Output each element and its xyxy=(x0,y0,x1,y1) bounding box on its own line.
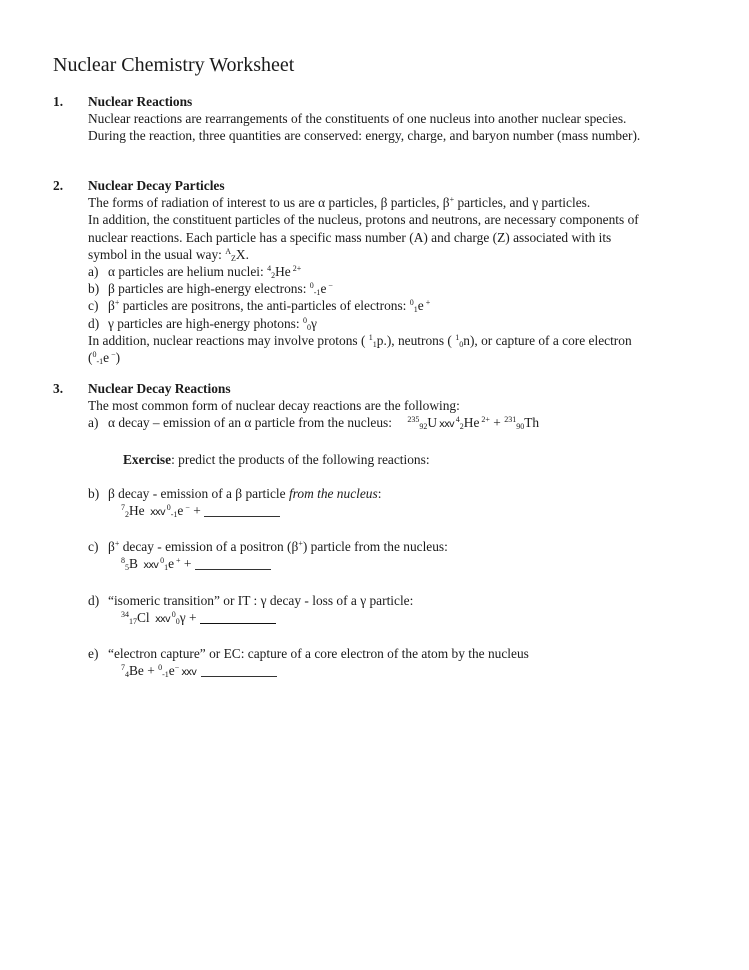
charge: − xyxy=(109,350,116,360)
mass-number: 7 xyxy=(121,503,125,513)
atomic-number: -1 xyxy=(96,357,104,367)
text: decay - emission of a positron (β xyxy=(119,539,299,555)
item-label: d) xyxy=(88,315,100,331)
paragraph-line: Nuclear reactions are rearrangements of the constituents of one nucleus into another nuclear species. xyxy=(88,111,627,127)
particle-symbol: p. xyxy=(376,332,387,348)
exercise-instruction xyxy=(88,451,713,468)
text: β xyxy=(108,298,115,314)
superscript: + xyxy=(298,539,303,549)
paragraph-line xyxy=(88,349,713,366)
section-heading: Nuclear Decay Reactions xyxy=(88,381,231,396)
atomic-number: -1 xyxy=(313,288,321,298)
element-symbol: e xyxy=(320,281,327,297)
text: “electron capture” or EC: capture of a core electron of the atom by the nucleus xyxy=(108,646,529,662)
element-symbol: He xyxy=(275,264,291,280)
particle-symbol: e xyxy=(177,503,184,519)
exercise-prompt xyxy=(88,645,713,662)
atomic-number: 2 xyxy=(125,510,129,520)
atomic-number: 1 xyxy=(372,339,377,349)
reaction-equation xyxy=(88,609,713,628)
mass-number: 0 xyxy=(158,663,163,673)
paragraph-line: The most common form of nuclear decay reactions are the following: xyxy=(88,398,460,414)
atomic-number: 5 xyxy=(125,563,129,573)
superscript: + xyxy=(114,298,120,308)
atomic-number: 4 xyxy=(125,670,129,680)
atomic-number: -1 xyxy=(170,510,178,520)
paragraph-line: During the reaction, three quantities are conserved: energy, charge, and baryon number (mass number). xyxy=(88,128,641,144)
exercise-prompt xyxy=(88,592,713,609)
plus-sign: + xyxy=(489,415,505,431)
particle-symbol: n xyxy=(463,332,470,348)
atomic-number: 1 xyxy=(164,563,169,573)
exercise-prompt xyxy=(88,485,713,502)
item-label: c) xyxy=(88,298,99,314)
text: In addition, nuclear reactions may involve protons ( xyxy=(88,332,369,348)
exercise-beta-decay xyxy=(88,485,713,521)
charge: 2+ xyxy=(290,264,302,274)
mass-number: 0 xyxy=(302,315,307,325)
element-symbol: e xyxy=(417,298,424,314)
superscript: + xyxy=(449,195,455,205)
charge: + xyxy=(423,298,431,308)
reaction-arrow-icon: xxv xyxy=(149,507,165,519)
exercise-label: Exercise xyxy=(123,451,172,467)
text: The forms of radiation of interest to us are α particles, β particles, β xyxy=(88,195,450,211)
reaction-equation xyxy=(88,502,713,521)
text: β decay - emission of a β particle xyxy=(108,485,289,501)
page-title: Nuclear Chemistry Worksheet xyxy=(53,54,295,76)
mass-number: 0 xyxy=(166,503,171,513)
element-symbol: He xyxy=(129,503,145,519)
answer-blank[interactable] xyxy=(195,557,271,570)
text: ) particle from the nucleus: xyxy=(302,539,448,555)
element-symbol: Cl xyxy=(137,609,150,625)
paragraph-line xyxy=(88,246,713,263)
mass-number: 7 xyxy=(121,663,125,673)
atomic-number: 0 xyxy=(459,339,464,349)
element-symbol: U xyxy=(427,415,438,431)
item-label: a) xyxy=(88,415,99,431)
section-number: 3. xyxy=(53,381,64,396)
list-item xyxy=(88,315,713,332)
section-heading: Nuclear Decay Particles xyxy=(88,178,225,193)
text: γ particles are high-energy photons: xyxy=(108,315,303,331)
mass-number: 4 xyxy=(455,415,460,425)
charge: − xyxy=(326,281,333,291)
list-item xyxy=(88,263,713,280)
answer-blank[interactable] xyxy=(200,611,276,624)
paragraph-line xyxy=(88,194,713,211)
answer-blank[interactable] xyxy=(201,664,277,677)
reaction-equation xyxy=(88,662,713,681)
mass-number: 8 xyxy=(121,556,125,566)
text: ), neutrons ( xyxy=(386,332,456,348)
atomic-number: 17 xyxy=(129,616,137,626)
element-symbol: Be xyxy=(129,663,144,679)
particle-symbol: e xyxy=(168,556,175,572)
text: α particles are helium nuclei: xyxy=(108,264,268,280)
particle-symbol: e xyxy=(103,350,110,366)
paragraph-line xyxy=(88,332,713,349)
exercise-prompt xyxy=(88,538,713,555)
plus-sign: + xyxy=(180,556,195,572)
text: β particles are high-energy electrons: xyxy=(108,281,310,297)
mass-number: 0 xyxy=(92,350,97,360)
section-number: 2. xyxy=(53,178,64,193)
text: “isomeric transition” or IT : γ decay - loss of a γ particle: xyxy=(108,592,414,608)
italic-text: from the nucleus xyxy=(288,485,378,501)
section-number: 1. xyxy=(53,94,64,109)
text: α decay – emission of an α particle from the nucleus: xyxy=(108,415,392,431)
item-label: d) xyxy=(88,592,100,608)
mass-number: 0 xyxy=(309,281,314,291)
item-label: b) xyxy=(88,485,100,501)
item-label: a) xyxy=(88,264,99,280)
atomic-number: 0 xyxy=(306,322,311,332)
text: β xyxy=(108,539,115,555)
reaction-arrow-icon: xxv xyxy=(181,667,197,679)
superscript: + xyxy=(114,539,120,549)
charge: 2+ xyxy=(479,415,490,425)
list-item xyxy=(88,280,713,297)
text: ) xyxy=(115,350,121,366)
plus-sign: + xyxy=(185,609,200,625)
reaction-arrow-icon: xxv xyxy=(143,560,159,572)
item-label: c) xyxy=(88,539,99,555)
mass-number: A xyxy=(225,246,232,256)
text: : xyxy=(377,485,382,501)
reaction-arrow-icon: xxv xyxy=(439,419,454,431)
atomic-number: 1 xyxy=(413,305,418,315)
element-symbol: Th xyxy=(524,415,540,431)
atomic-number: 2 xyxy=(271,271,276,281)
charge: − xyxy=(183,503,190,513)
atomic-number: 2 xyxy=(459,422,464,432)
particle-symbol: e xyxy=(168,663,175,679)
charge: + xyxy=(174,556,181,566)
mass-number: 34 xyxy=(121,609,129,619)
atomic-number: 90 xyxy=(516,422,525,432)
mass-number: 0 xyxy=(409,298,414,308)
reaction-equation xyxy=(88,555,713,574)
mass-number: 1 xyxy=(455,332,460,342)
charge: − xyxy=(174,663,180,673)
particle-symbol: γ xyxy=(179,609,186,625)
reaction-arrow-icon: xxv xyxy=(155,613,170,625)
mass-number: 0 xyxy=(171,609,176,619)
mass-number: 4 xyxy=(267,264,272,274)
text: particles, and γ particles. xyxy=(454,195,591,211)
atomic-number: 92 xyxy=(419,422,428,432)
text: particles are positrons, the anti-particles of electrons: xyxy=(119,298,410,314)
text: ), or capture of a core electron xyxy=(469,332,632,348)
text: ( xyxy=(88,350,93,366)
atomic-number: -1 xyxy=(162,670,169,680)
atomic-number: 0 xyxy=(175,616,180,626)
list-item xyxy=(88,297,713,314)
mass-number: 1 xyxy=(368,332,373,342)
paragraph-line: nuclear reactions. Each particle has a specific mass number (A) and charge (Z) associated with its xyxy=(88,229,612,245)
mass-number: 235 xyxy=(407,415,420,425)
exercise-positron-decay xyxy=(88,538,713,574)
paragraph-line: In addition, the constituent particles of the nucleus, protons and neutrons, are necessary components of xyxy=(88,212,639,228)
element-symbol: γ xyxy=(310,315,317,331)
text: : predict the products of the following reactions: xyxy=(171,451,430,467)
atomic-number: Z xyxy=(231,253,236,263)
text: symbol in the usual way: xyxy=(88,246,226,262)
plus-sign: + xyxy=(189,503,205,519)
item-label: e) xyxy=(88,646,99,662)
element-symbol: He xyxy=(463,415,480,431)
answer-blank[interactable] xyxy=(204,504,280,517)
plus-sign: + xyxy=(143,663,159,679)
item-label: b) xyxy=(88,281,100,297)
element-symbol: X. xyxy=(235,246,249,262)
element-symbol: B xyxy=(129,556,138,572)
section-heading: Nuclear Reactions xyxy=(88,94,193,109)
exercise-electron-capture xyxy=(88,645,713,681)
exercise-gamma-decay xyxy=(88,592,713,628)
alpha-decay-item xyxy=(88,414,713,433)
mass-number: 0 xyxy=(160,556,165,566)
mass-number: 231 xyxy=(504,415,517,425)
